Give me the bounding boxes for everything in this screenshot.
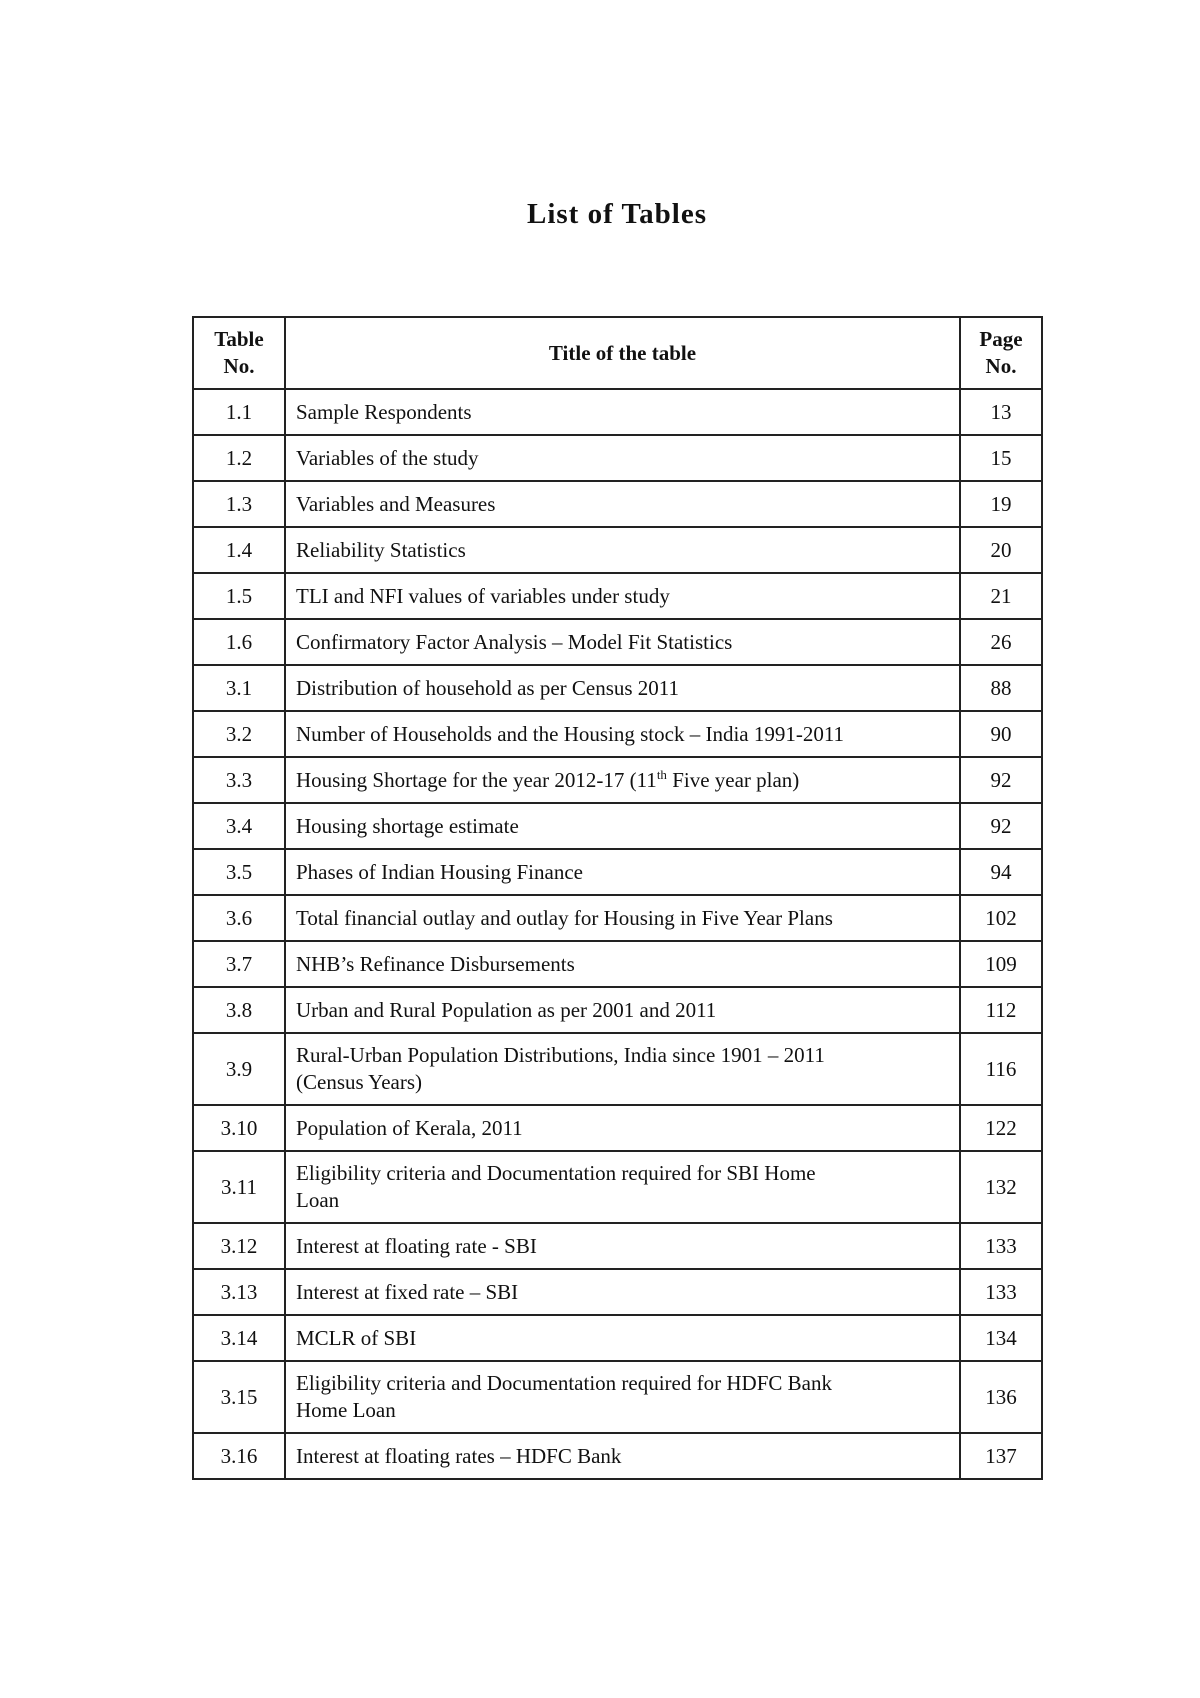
row-title: Confirmatory Factor Analysis – Model Fit Statistics: [285, 619, 960, 665]
row-page-number: 133: [960, 1269, 1042, 1315]
row-title: TLI and NFI values of variables under study: [285, 573, 960, 619]
row-title-line1: Eligibility criteria and Documentation required for HDFC Bank: [296, 1371, 832, 1395]
row-table-number: 3.2: [193, 711, 285, 757]
row-title: Phases of Indian Housing Finance: [285, 849, 960, 895]
row-page-number: 133: [960, 1223, 1042, 1269]
table-row: [193, 711, 1042, 757]
row-title: [285, 1151, 960, 1223]
table-row: [193, 1033, 1042, 1105]
list-of-tables: [192, 316, 1043, 1480]
header-page-no: [960, 317, 1042, 389]
row-table-number: 1.2: [193, 435, 285, 481]
row-title: Variables and Measures: [285, 481, 960, 527]
row-title: Interest at fixed rate – SBI: [285, 1269, 960, 1315]
table-row: [193, 481, 1042, 527]
table-row: [193, 619, 1042, 665]
row-table-number: 3.13: [193, 1269, 285, 1315]
row-page-number: 132: [960, 1151, 1042, 1223]
row-table-number: 1.5: [193, 573, 285, 619]
row-title-text: Housing Shortage for the year 2012-17 (11: [296, 767, 657, 792]
row-table-number: 3.8: [193, 987, 285, 1033]
table-row: [193, 941, 1042, 987]
row-page-number: 102: [960, 895, 1042, 941]
row-table-number: 3.14: [193, 1315, 285, 1361]
header-page-no-line2: No.: [985, 354, 1017, 378]
header-page-no-line1: Page: [979, 327, 1023, 351]
row-page-number: 112: [960, 987, 1042, 1033]
table-row: [193, 527, 1042, 573]
row-table-number: 3.4: [193, 803, 285, 849]
row-page-number: 137: [960, 1433, 1042, 1479]
row-page-number: 92: [960, 803, 1042, 849]
table-row: [193, 1433, 1042, 1479]
row-title: MCLR of SBI: [285, 1315, 960, 1361]
row-title-line2: Home Loan: [296, 1398, 396, 1422]
header-table-no: [193, 317, 285, 389]
row-page-number: 136: [960, 1361, 1042, 1433]
row-table-number: 3.9: [193, 1033, 285, 1105]
row-table-number: 3.3: [193, 757, 285, 803]
table-row: [193, 803, 1042, 849]
row-page-number: 26: [960, 619, 1042, 665]
row-page-number: 21: [960, 573, 1042, 619]
row-page-number: 116: [960, 1033, 1042, 1105]
page-title: List of Tables: [527, 198, 707, 230]
row-title: [285, 1361, 960, 1433]
row-title-line1: Rural-Urban Population Distributions, India since 1901 – 2011: [296, 1043, 825, 1067]
row-title-line1: Eligibility criteria and Documentation required for SBI Home: [296, 1161, 816, 1185]
row-title: Sample Respondents: [285, 389, 960, 435]
row-table-number: 1.6: [193, 619, 285, 665]
row-page-number: 94: [960, 849, 1042, 895]
table-row: [193, 1223, 1042, 1269]
row-page-number: 90: [960, 711, 1042, 757]
row-table-number: 3.12: [193, 1223, 285, 1269]
table-row: [193, 435, 1042, 481]
row-title: Interest at floating rates – HDFC Bank: [285, 1433, 960, 1479]
row-title-superscript: th: [656, 766, 667, 782]
row-title: Housing shortage estimate: [285, 803, 960, 849]
row-table-number: 3.15: [193, 1361, 285, 1433]
row-title: Urban and Rural Population as per 2001 and 2011: [285, 987, 960, 1033]
row-table-number: 3.16: [193, 1433, 285, 1479]
header-table-no-line1: Table: [214, 327, 264, 351]
row-page-number: 15: [960, 435, 1042, 481]
row-page-number: 92: [960, 757, 1042, 803]
row-table-number: 3.11: [193, 1151, 285, 1223]
table-row: [193, 1269, 1042, 1315]
row-page-number: 134: [960, 1315, 1042, 1361]
row-page-number: 122: [960, 1105, 1042, 1151]
table-row: [193, 849, 1042, 895]
row-title: Variables of the study: [285, 435, 960, 481]
table-row: [193, 987, 1042, 1033]
row-table-number: 3.6: [193, 895, 285, 941]
table-row: [193, 1361, 1042, 1433]
table-row: [193, 1151, 1042, 1223]
row-title: Interest at floating rate - SBI: [285, 1223, 960, 1269]
header-title: Title of the table: [285, 317, 960, 389]
table-header-row: [193, 317, 1042, 389]
row-table-number: 1.4: [193, 527, 285, 573]
table-row: [193, 1105, 1042, 1151]
row-title: Total financial outlay and outlay for Housing in Five Year Plans: [285, 895, 960, 941]
row-title-line2: Loan: [296, 1188, 340, 1212]
table-row: [193, 895, 1042, 941]
row-title-line2: (Census Years): [296, 1070, 422, 1094]
row-table-number: 1.1: [193, 389, 285, 435]
row-table-number: 3.5: [193, 849, 285, 895]
row-title: Reliability Statistics: [285, 527, 960, 573]
row-title: Number of Households and the Housing stock – India 1991-2011: [285, 711, 960, 757]
row-table-number: 3.1: [193, 665, 285, 711]
row-title: Distribution of household as per Census 2011: [285, 665, 960, 711]
row-table-number: 3.7: [193, 941, 285, 987]
row-page-number: 88: [960, 665, 1042, 711]
row-table-number: 3.10: [193, 1105, 285, 1151]
row-title: NHB’s Refinance Disbursements: [285, 941, 960, 987]
row-page-number: 13: [960, 389, 1042, 435]
header-table-no-line2: No.: [223, 354, 255, 378]
row-title-text-end: Five year plan): [666, 767, 800, 792]
table-row: [193, 573, 1042, 619]
row-title: [285, 757, 960, 803]
row-title: Population of Kerala, 2011: [285, 1105, 960, 1151]
table-row: [193, 757, 1042, 803]
table-row: [193, 1315, 1042, 1361]
row-title: [285, 1033, 960, 1105]
row-table-number: 1.3: [193, 481, 285, 527]
table-row: [193, 665, 1042, 711]
row-page-number: 19: [960, 481, 1042, 527]
row-page-number: 109: [960, 941, 1042, 987]
table-row: [193, 389, 1042, 435]
row-page-number: 20: [960, 527, 1042, 573]
